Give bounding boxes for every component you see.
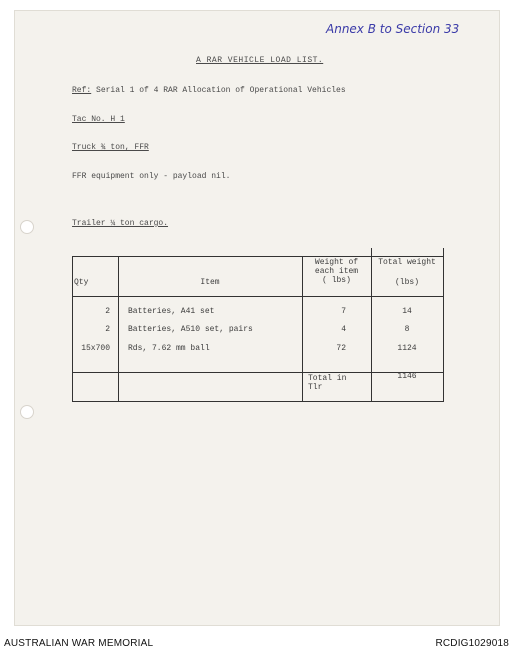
header-weight-each-1: Weight of: [314, 258, 359, 267]
header-total-weight-2: (lbs): [394, 278, 419, 287]
punch-hole-bottom: [20, 405, 34, 419]
table-row-weight-each: 72: [336, 344, 346, 353]
header-qty: Qty: [74, 278, 89, 287]
table-rule: [72, 296, 444, 297]
header-item: Item: [200, 278, 220, 287]
reference-label: Ref:: [72, 86, 92, 95]
table-row-weight-each: 4: [341, 325, 346, 334]
table-rule: [72, 256, 444, 257]
total-label-2: Tlr: [308, 383, 323, 392]
table-row-total: 8: [404, 325, 410, 334]
header-total-weight-1: Total weight: [378, 258, 436, 267]
table-row-qty: 2: [105, 307, 110, 316]
tac-number: Tac No. H 1: [72, 115, 125, 124]
table-rule: [443, 248, 444, 402]
page-title: A RAR VEHICLE LOAD LIST.: [196, 56, 324, 65]
load-table: [72, 256, 444, 402]
footer-source: AUSTRALIAN WAR MEMORIAL: [4, 638, 154, 649]
table-row-item: Rds, 7.62 mm ball: [128, 344, 210, 353]
table-row-weight-each: 7: [341, 307, 346, 316]
trailer-heading: Trailer ¼ ton cargo.: [72, 219, 169, 228]
reference-text: Serial 1 of 4 RAR Allocation of Operational Vehicles: [96, 86, 346, 95]
header-weight-each-2: each item: [314, 267, 359, 276]
truck-heading: Truck ¾ ton, FFR: [72, 143, 149, 152]
table-row-item: Batteries, A41 set: [128, 307, 215, 316]
table-row-total: 14: [402, 307, 412, 316]
reference-line: [72, 86, 346, 95]
table-row-total: 1124: [397, 344, 417, 353]
table-row-qty: 15x700: [81, 344, 110, 353]
table-row-qty: 2: [105, 325, 110, 334]
handwritten-annotation: Annex B to Section 33: [326, 22, 460, 36]
header-weight-each-3: ( lbs): [322, 276, 351, 285]
table-row-item: Batteries, A510 set, pairs: [128, 325, 253, 334]
footer-record-id: RCDIG1029018: [435, 638, 509, 649]
table-rule: [72, 401, 444, 402]
punch-hole-top: [20, 220, 34, 234]
total-label-1: Total in: [308, 374, 347, 383]
ffr-note: FFR equipment only - payload nil.: [72, 172, 231, 181]
total-value: 1146: [397, 372, 417, 381]
